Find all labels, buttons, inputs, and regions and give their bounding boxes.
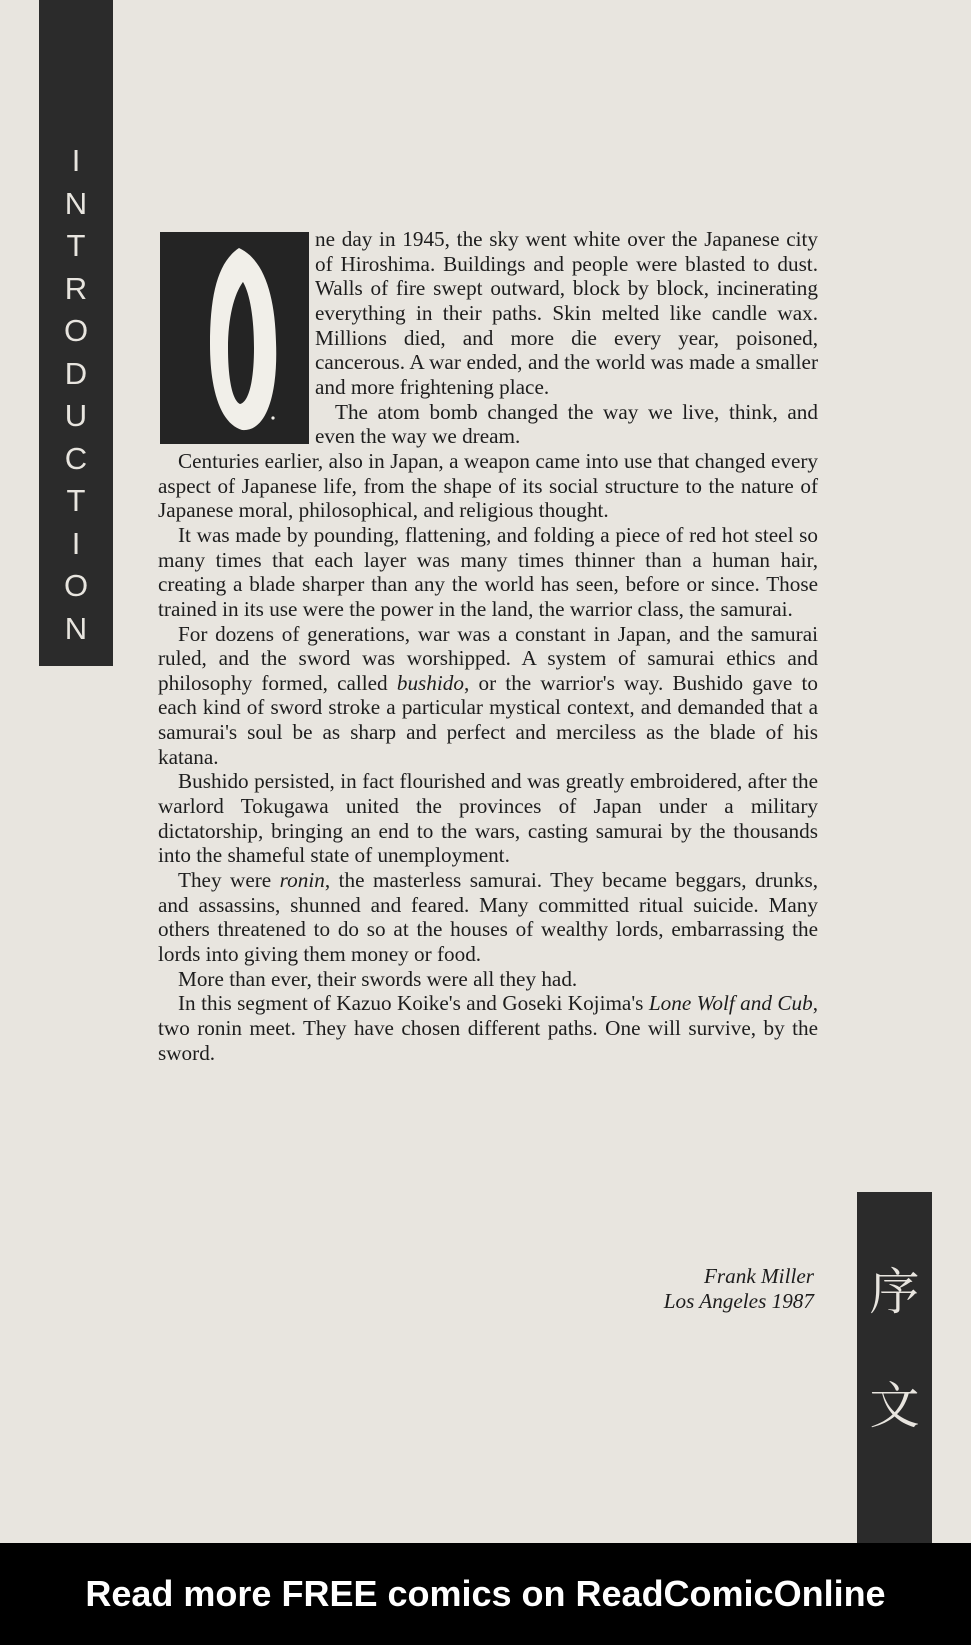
author-name: Frank Miller <box>703 1264 814 1288</box>
paragraph: Bushido persisted, in fact flourished and was greatly embroidered, after the warlord Tokugawa united the provinces of Japan under a military dictatorship, bringing an end to the wars, casting samurai by the thousands into the shameful state of unemployment. <box>158 769 818 868</box>
drop-cap-space <box>158 227 315 447</box>
sidebar-letter: C <box>64 440 88 476</box>
promo-banner[interactable] <box>0 1543 971 1645</box>
article-body <box>158 227 818 1065</box>
text-run: , or the warrior's way. Bushido gave to each kind of sword stroke a particular mystical context, and demanded that a samurai's soul be as sharp and perfect and merciless as the blade of his katana. <box>158 670 818 769</box>
introduction-vertical-title <box>39 140 113 650</box>
sidebar-letter: T <box>66 228 86 263</box>
paragraph <box>158 991 818 1065</box>
text-run: , the masterless samurai. They became beggars, drunks, and assassins, shunned and feared. Many committed ritual suicide. Many others threatened to do so at the houses of wealthy lords, embarrassing the lords into giving them money or food. <box>158 868 818 967</box>
paragraph: More than ever, their swords were all they had. <box>178 966 578 991</box>
paragraph: ne day in 1945, the sky went white over the Japanese city of Hiroshima. Buildings and people were blasted to dust. Walls of fire swept outward, block by block, incinerating everything in their paths. Skin melted like candle wax. Millions died, and more die every year, poisoned, cancerous. A war ended, and the world was made a smaller and more frightening place. <box>315 227 818 399</box>
emphasis-bushido: bushido <box>396 670 464 695</box>
sidebar-letter: I <box>71 525 81 561</box>
text-run: , two ronin meet. They have chosen different paths. One will survive, by the sword. <box>158 991 819 1065</box>
paragraph <box>158 868 818 967</box>
author-place-date: Los Angeles 1987 <box>663 1289 814 1313</box>
sidebar-letter: D <box>64 355 88 391</box>
emphasis-title: Lone Wolf and Cub <box>648 991 813 1016</box>
text-run: They were <box>178 868 280 893</box>
kanji-jo: 序 <box>869 1263 920 1321</box>
sidebar-letter: U <box>64 398 88 433</box>
sidebar-letter: O <box>63 568 89 603</box>
sidebar-letter: R <box>64 270 88 306</box>
text-run: In this segment of Kazuo Koike's and Goseki Kojima's <box>178 991 649 1016</box>
emphasis-ronin: ronin <box>279 868 325 893</box>
sidebar-letter: O <box>63 313 89 348</box>
sidebar-letter: N <box>64 610 88 646</box>
paragraph: The atom bomb changed the way we live, think, and even the way we dream. <box>315 399 818 449</box>
paragraph: Centuries earlier, also in Japan, a weapon came into use that changed every aspect of Japanese life, from the shape of its social structure to the nature of Japanese moral, philosophical, and religious thought. <box>158 448 818 523</box>
sidebar-letter: N <box>64 185 88 221</box>
paragraph: It was made by pounding, flattening, and folding a piece of red hot steel so many times that each layer was many times thinner than a human hair, creating a blade sharper than any the world has seen, before or since. Those trained in its use were the power in the land, the warrior class, the samurai. <box>158 522 818 621</box>
promo-banner-text[interactable]: Read more FREE comics on ReadComicOnline <box>85 1573 886 1614</box>
sidebar-letter: I <box>71 143 81 178</box>
paragraph <box>158 622 818 770</box>
signature <box>664 1264 814 1314</box>
kanji-bun: 文 <box>869 1377 920 1435</box>
sidebar-letter: T <box>66 483 86 518</box>
text-run: For dozens of generations, war was a constant in Japan, and the samurai ruled, and the sword was worshipped. A system of samurai ethics and philosophy formed, called <box>158 621 818 695</box>
